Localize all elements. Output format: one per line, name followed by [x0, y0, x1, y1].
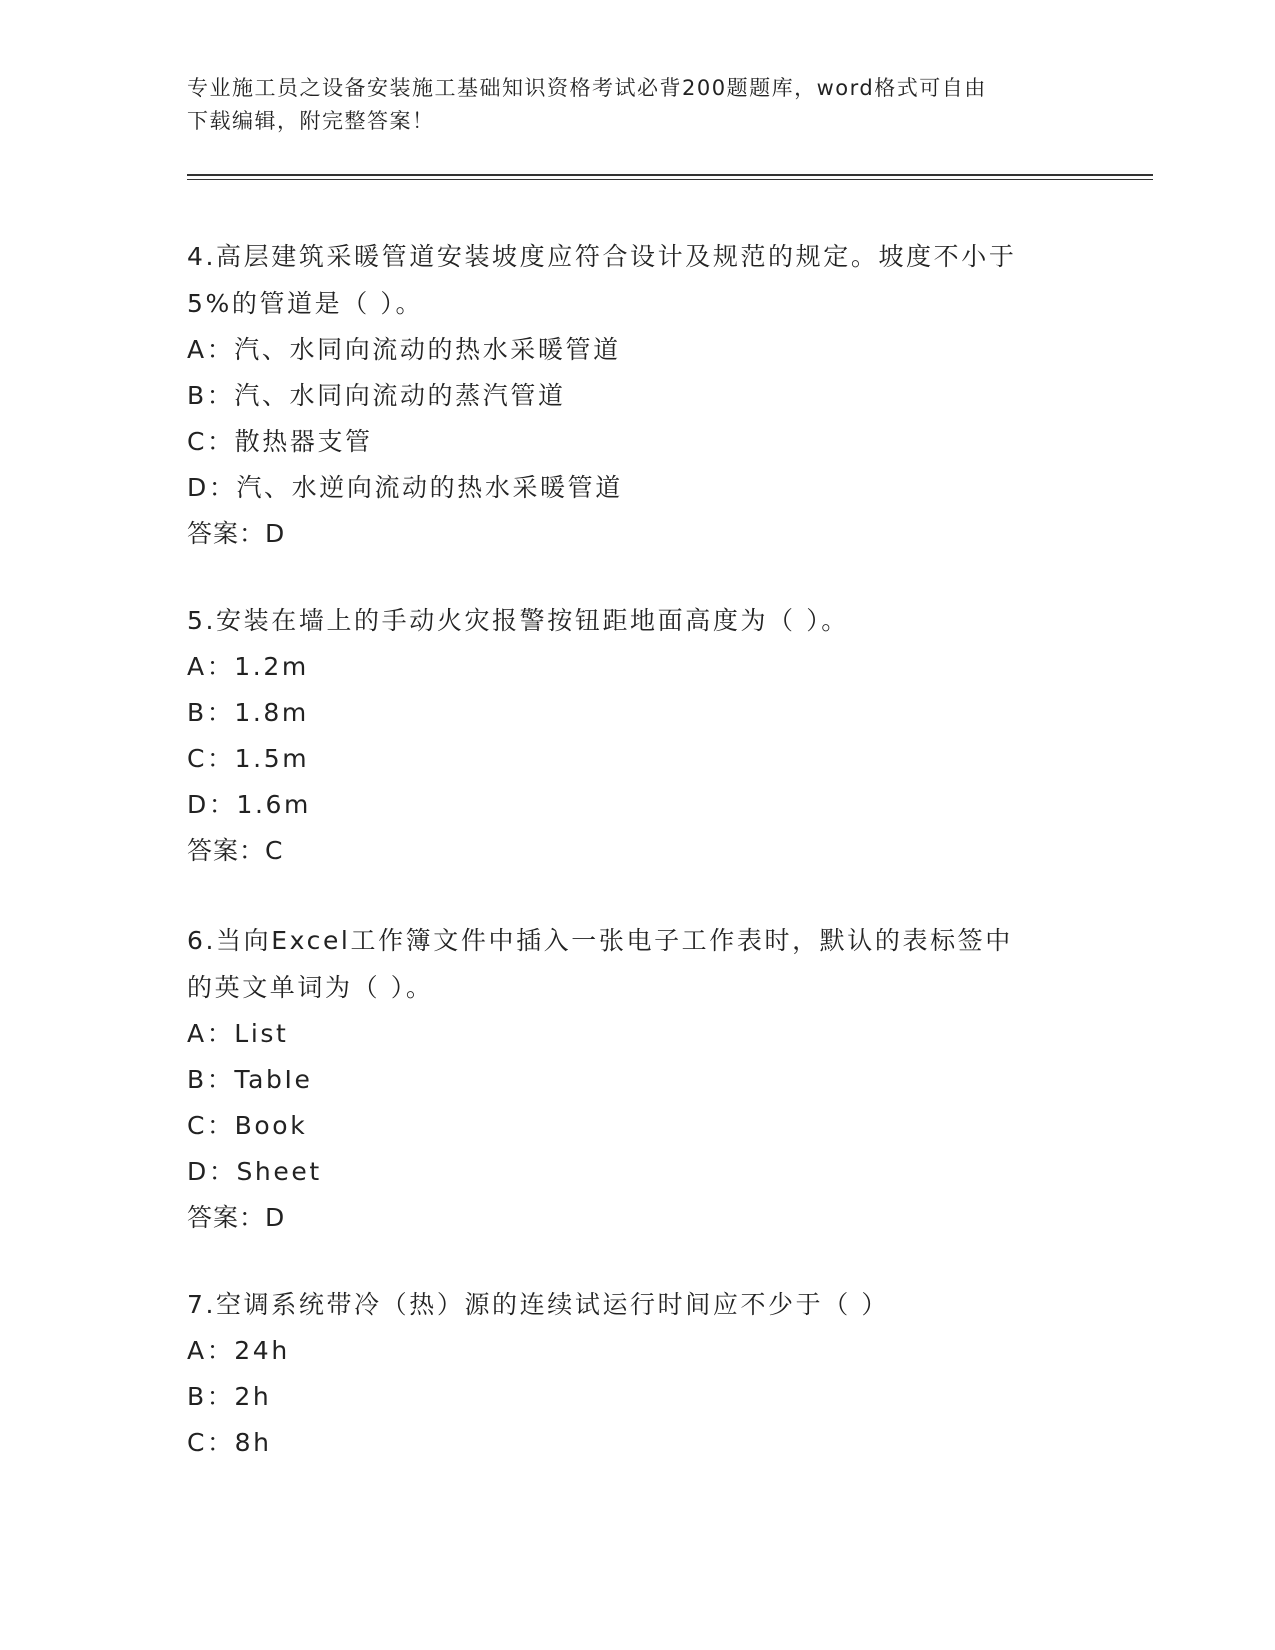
question-text-continued: 5%的管道是（ ）。 — [187, 289, 424, 318]
option-a: A：汽、水同向流动的热水采暖管道 — [187, 335, 621, 364]
header-line-1: 专业施工员之设备安装施工基础知识资格考试必背200题题库，word格式可自由 — [187, 76, 987, 100]
option-a: A：1.2m — [187, 652, 309, 681]
option-a: A：List — [187, 1019, 289, 1048]
option-b: B：1.8m — [187, 698, 309, 727]
answer-line: 答案：D — [187, 519, 286, 548]
option-c: C：1.5m — [187, 744, 310, 773]
header-divider-thick — [187, 174, 1153, 176]
question-block — [187, 233, 1087, 557]
option-a: A：24h — [187, 1336, 290, 1365]
option-c: C：散热器支管 — [187, 427, 373, 456]
question-text: 7.空调系统带冷（热）源的连续试运行时间应不少于（ ） — [187, 1290, 890, 1319]
option-d: D：Sheet — [187, 1157, 322, 1186]
option-c: C：Book — [187, 1111, 308, 1140]
question-text: 5.安装在墙上的手动火灾报警按钮距地面高度为（ ）。 — [187, 606, 849, 635]
answer-line: 答案：D — [187, 1203, 286, 1232]
question-block — [187, 1281, 1087, 1466]
question-block — [187, 597, 1087, 874]
option-b: B：TabIe — [187, 1065, 313, 1094]
question-text: 6.当向Excel工作簿文件中插入一张电子工作表时，默认的表标签中 — [187, 926, 1013, 955]
question-text-continued: 的英文单词为（ ）。 — [187, 973, 434, 1002]
question-block — [187, 917, 1087, 1241]
document-header — [187, 72, 1087, 138]
option-b: B：2h — [187, 1382, 272, 1411]
option-d: D：1.6m — [187, 790, 311, 819]
header-line-2: 下载编辑，附完整答案！ — [187, 109, 435, 133]
option-b: B：汽、水同向流动的蒸汽管道 — [187, 381, 566, 410]
answer-line: 答案：C — [187, 836, 284, 865]
option-d: D：汽、水逆向流动的热水采暖管道 — [187, 473, 623, 502]
option-c: C：8h — [187, 1428, 272, 1457]
header-divider-thin — [187, 179, 1153, 180]
question-text: 4.高层建筑采暖管道安装坡度应符合设计及规范的规定。坡度不小于 — [187, 242, 1017, 271]
